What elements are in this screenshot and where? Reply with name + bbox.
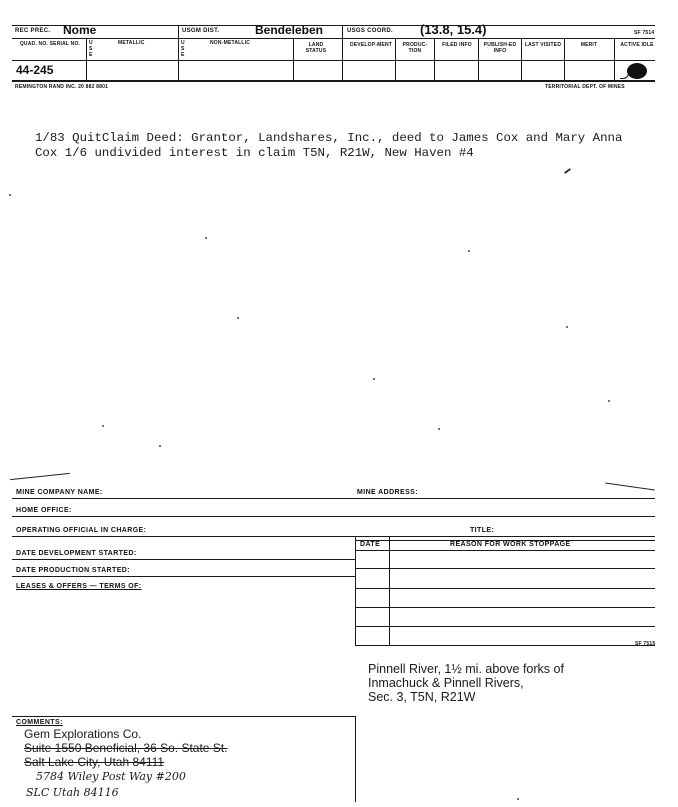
comments-label: COMMENTS: xyxy=(16,719,63,726)
last-visited-header: LAST VISITED xyxy=(524,42,562,48)
use-code-2: U S E xyxy=(181,40,185,58)
speck xyxy=(468,250,470,252)
comments-block xyxy=(24,727,227,769)
form-code-2: SF 7515 xyxy=(635,641,656,647)
date-dev-started-label: DATE DEVELOPMENT STARTED: xyxy=(16,550,137,557)
operating-official-label: OPERATING OFFICIAL IN CHARGE: xyxy=(16,527,147,534)
active-marker-hook xyxy=(620,70,629,79)
reason-col-header: REASON FOR WORK STOPPAGE xyxy=(450,541,571,548)
quad-no-header: QUAD. NO. xyxy=(19,41,49,47)
usgs-dist-value: Bendeleben xyxy=(255,23,324,37)
leases-offers-label: LEASES & OFFERS — TERMS OF: xyxy=(16,583,142,590)
speck xyxy=(237,317,239,319)
speck xyxy=(517,798,519,800)
comment-line-3: Salt Lake City, Utah 84111 xyxy=(24,755,165,769)
speck xyxy=(159,445,161,447)
usgs-dist-label: USGM DIST. xyxy=(182,28,220,34)
footer-dept: TERRITORIAL DEPT. OF MINES xyxy=(545,84,625,90)
merit-header: MERIT xyxy=(580,42,598,48)
usgs-coord-label: USGS COORD. xyxy=(347,28,393,34)
form-code-1: SF 7514 xyxy=(634,30,655,36)
metallic-header: METALLIC xyxy=(118,40,145,46)
production-header: PRODUC-TION xyxy=(402,42,428,54)
filed-info-header: FILED INFO xyxy=(442,42,472,48)
non-metallic-header: NON-METALLIC xyxy=(210,40,251,46)
speck xyxy=(9,194,11,196)
quad-serial-value: 44-245 xyxy=(16,63,54,77)
speck xyxy=(205,237,207,239)
location-block xyxy=(368,662,564,704)
speck xyxy=(608,400,610,402)
published-info-header: PUBLISH-ED INFO xyxy=(483,42,517,54)
footer-print-code: REMINGTON RAND INC. 20 882 8801 xyxy=(15,84,109,90)
location-line-1: Pinnell River, 1½ mi. above forks of xyxy=(368,662,564,676)
comment-line-5-handwritten: SLC Utah 84116 xyxy=(26,786,119,799)
development-header: DEVELOP-MENT xyxy=(349,42,393,48)
rec-prec-label: REC PREC. xyxy=(15,28,51,34)
use-code-1: U S E xyxy=(89,40,93,58)
serial-no-header: SERIAL NO. xyxy=(49,41,81,47)
speck xyxy=(438,428,440,430)
date-col-header: DATE xyxy=(360,541,381,548)
rec-prec-value: Nome xyxy=(63,23,97,37)
location-line-2: Inmachuck & Pinnell Rivers, xyxy=(368,676,524,690)
note-line-2: Cox 1/6 undivided interest in claim T5N, R21W, New Haven #4 xyxy=(35,146,474,160)
land-status-header: LAND STATUS xyxy=(305,42,327,54)
note-line-1: 1/83 QuitClaim Deed: Grantor, Landshares, Inc., deed to James Cox and Mary Anna xyxy=(35,131,623,145)
comment-line-2: Suite 1550 Beneficial, 36 So. State St. xyxy=(24,741,228,755)
usgs-coord-value: (13.8, 15.4) xyxy=(420,22,487,37)
title-label: TITLE: xyxy=(470,527,495,534)
location-line-3: Sec. 3, T5N, R21W xyxy=(368,690,476,704)
mine-company-name-label: MINE COMPANY NAME: xyxy=(16,489,103,496)
date-prod-started-label: DATE PRODUCTION STARTED: xyxy=(16,567,130,574)
scan-mark xyxy=(564,168,571,174)
active-idle-header: ACTIVE IDLE xyxy=(620,42,654,48)
speck xyxy=(373,378,375,380)
comment-line-4-handwritten: 5784 Wiley Post Way #200 xyxy=(36,770,186,783)
speck xyxy=(566,326,568,328)
speck xyxy=(102,425,104,427)
comment-line-1: Gem Explorations Co. xyxy=(24,727,142,741)
quad-serial-header xyxy=(14,42,86,48)
mine-address-label: MINE ADDRESS: xyxy=(357,489,418,496)
curl-line xyxy=(605,483,655,491)
curl-line xyxy=(10,473,70,480)
home-office-label: HOME OFFICE: xyxy=(16,507,72,514)
active-marker-icon xyxy=(627,63,647,79)
